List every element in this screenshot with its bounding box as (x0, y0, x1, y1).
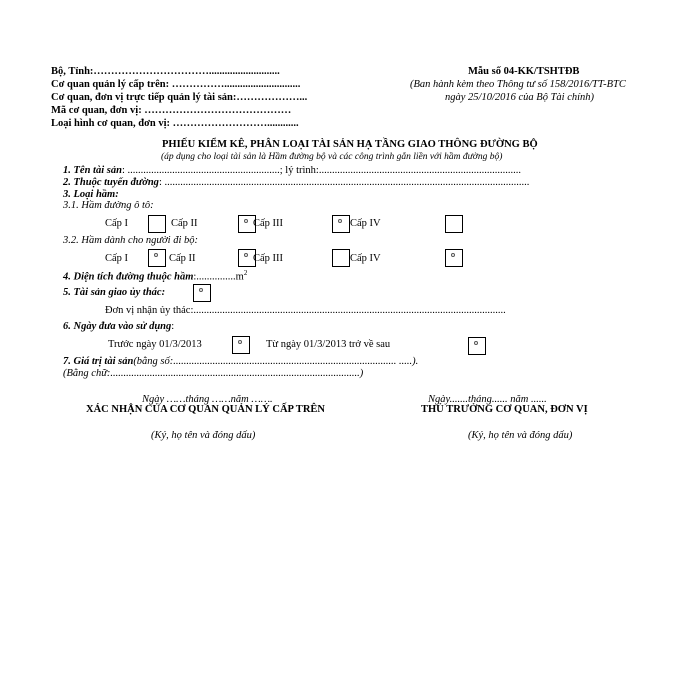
item-2-rest: : ........................................................................................................................................... (158, 177, 530, 188)
left-date: Ngày ……tháng ……năm ……. (142, 394, 273, 405)
item-2-label: 2. Thuộc tuyến đường (63, 177, 159, 188)
header-loai-hinh: Loại hình cơ quan, đơn vị: ………………………............ (51, 118, 299, 129)
document-title: PHIẾU KIỂM KÊ, PHÂN LOẠI TÀI SẢN HẠ TẦNG GIAO THÔNG ĐƯỜNG BỘ (162, 139, 538, 150)
right-date: Ngày.......tháng...... năm ...... (428, 394, 547, 405)
right-signature-note: (Ký, họ tên và đóng dấu) (468, 430, 573, 441)
row2-cap4-checkbox[interactable] (445, 249, 463, 267)
item-7-label: 7. Giá trị tài sản (63, 356, 134, 367)
left-signature-title: XÁC NHẬN CỦA CƠ QUAN QUẢN LÝ CẤP TRÊN (86, 404, 325, 415)
after-date-checkbox[interactable] (468, 337, 486, 355)
row1-cap3-checkbox[interactable] (332, 215, 350, 233)
item-5-unit: Đơn vị nhận ủy thác:....................................................................................................................... (105, 305, 506, 316)
row2-cap2-label: Cấp II (169, 253, 196, 264)
row1-cap1-label: Cấp I (105, 218, 129, 229)
row1-cap4-checkbox[interactable] (445, 215, 463, 233)
item-5-checkbox[interactable] (193, 284, 211, 302)
item-7-rest: (bằng số:..................................................................................... .....). (133, 356, 419, 367)
item-3-1-label: 3.1. Hầm đường ô tô: (63, 200, 154, 211)
row2-cap3-checkbox[interactable] (332, 249, 350, 267)
right-signature-title: THỦ TRƯỞNG CƠ QUAN, ĐƠN VỊ (421, 404, 588, 415)
header-ma-co-quan: Mã cơ quan, đơn vị: …………………………………… (51, 105, 292, 116)
before-date-checkbox[interactable] (232, 336, 250, 354)
row1-cap4-label: Cấp IV (350, 218, 381, 229)
item-7 (63, 357, 418, 368)
item-5-label: 5. Tài sản giao ủy thác: (63, 287, 166, 298)
row2-cap4-label: Cấp IV (350, 253, 381, 264)
row2-cap3-label: Cấp III (253, 253, 284, 264)
row2-cap1-checkbox[interactable] (148, 249, 166, 267)
item-7-words: (Bằng chữ:...............................................................................................) (63, 368, 364, 379)
row1-cap3-label: Cấp III (253, 218, 284, 229)
header-co-quan-quan-ly: Cơ quan quản lý cấp trên: ……………............................. (51, 79, 301, 90)
item-4 (63, 270, 247, 283)
item-1-rest: : ..........................................................; lý trình:............................................................................. (121, 165, 521, 176)
item-4-rest: :...............m (193, 271, 244, 283)
item-6 (63, 322, 174, 333)
before-date-label: Trước ngày 01/3/2013 (108, 339, 202, 350)
item-4-sup: 2 (243, 269, 248, 277)
after-date-label: Từ ngày 01/3/2013 trở về sau (266, 339, 391, 350)
row1-cap1-checkbox[interactable] (148, 215, 166, 233)
left-signature-note: (Ký, họ tên và đóng dấu) (151, 430, 256, 441)
item-2 (63, 178, 529, 189)
item-1 (63, 166, 521, 177)
form-code: Mẫu số 04-KK/TSHTĐB (468, 66, 580, 77)
document-subtitle: (áp dụng cho loại tài sản là Hầm đường bộ và các công trình gắn liền với hầm đường bộ) (161, 152, 503, 162)
issued-line-1: (Ban hành kèm theo Thông tư số 158/2016/TT-BTC (410, 79, 626, 90)
item-4-label: 4. Diện tích đường thuộc hầm (63, 271, 194, 283)
row2-cap1-label: Cấp I (105, 253, 129, 264)
row1-cap2-label: Cấp II (171, 218, 198, 229)
item-3-label: 3. Loại hầm: (63, 189, 119, 200)
header-co-quan-truc-tiep: Cơ quan, đơn vị trực tiếp quản lý tài sản:………………... (51, 92, 308, 103)
issued-line-2: ngày 25/10/2016 của Bộ Tài chính) (445, 92, 595, 103)
header-bo-tinh: Bộ, Tỉnh:……………………………........................... (51, 66, 280, 77)
item-3-2-label: 3.2. Hầm dành cho người đi bộ: (63, 235, 198, 246)
item-1-label: 1. Tên tài sản (63, 165, 122, 176)
item-6-colon: : (171, 321, 175, 332)
item-6-label: 6. Ngày đưa vào sử dụng (63, 321, 172, 332)
